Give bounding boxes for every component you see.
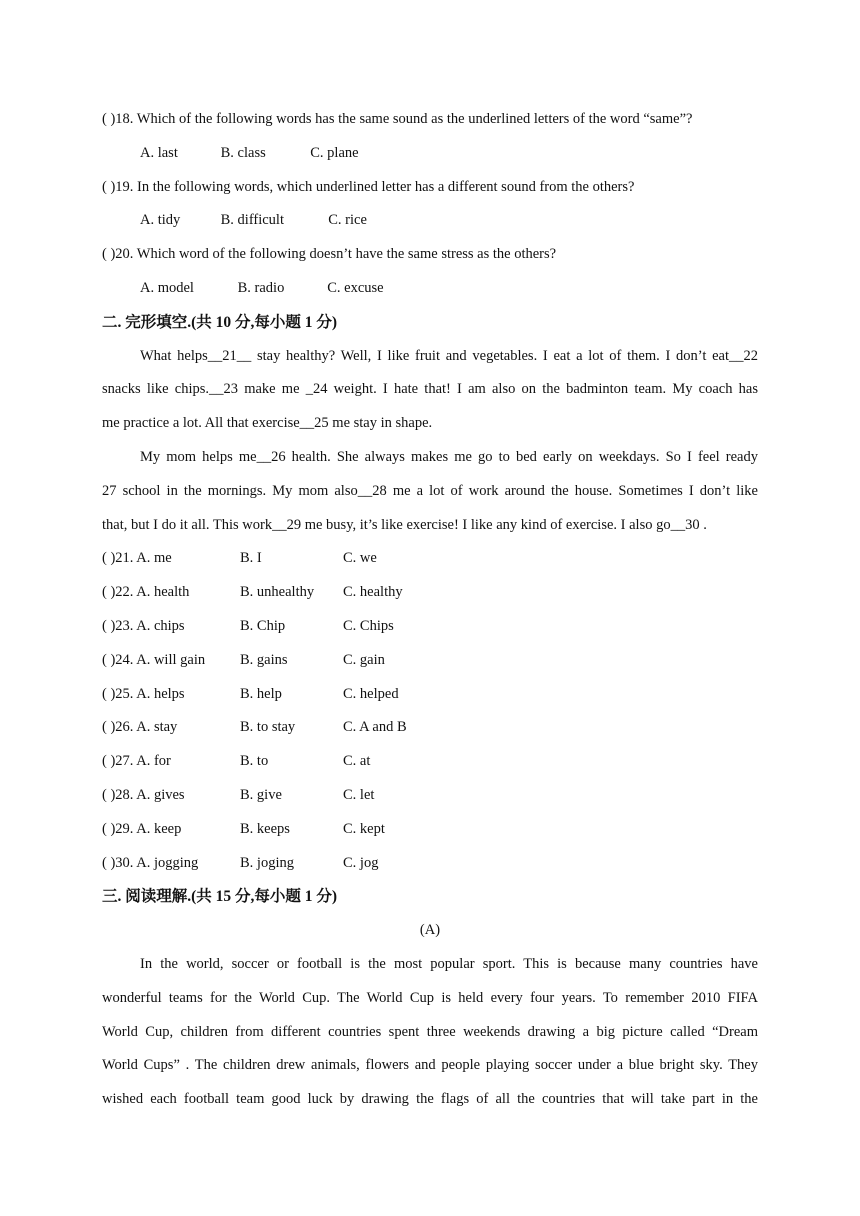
question-18: ( )18. Which of the following words has the same sound as the underlined letters of the word “same”?	[102, 111, 693, 127]
option-a: A. tidy	[140, 212, 181, 229]
item-option-c: C. helped	[343, 685, 399, 702]
question-18-options	[102, 137, 758, 171]
item-option-c: C. Chips	[343, 617, 394, 634]
item-option-b: B. unhealthy	[240, 584, 315, 601]
item-option-c: C. we	[343, 550, 377, 567]
cloze-item	[102, 542, 758, 576]
question-20-options	[102, 272, 758, 306]
item-option-b: B. help	[240, 685, 282, 702]
cloze-passage-line: My mom helps me__26 health. She always makes me go to bed early on weekdays. So I feel ready	[140, 448, 758, 465]
item-option-a: ( )21. A. me	[102, 550, 172, 567]
item-option-a: ( )27. A. for	[102, 753, 171, 770]
item-option-a: ( )23. A. chips	[102, 617, 185, 634]
item-option-c: C. kept	[343, 820, 385, 837]
item-option-c: C. let	[343, 786, 375, 803]
cloze-item	[102, 813, 758, 847]
cloze-item	[102, 745, 758, 779]
reading-passage-line: wished each football team good luck by drawing the flags of all the countries that will take part in the	[102, 1091, 758, 1108]
cloze-item	[102, 644, 758, 678]
cloze-item	[102, 678, 758, 712]
item-option-b: B. to stay	[240, 719, 296, 736]
item-option-b: B. gains	[240, 651, 288, 668]
option-c: C. excuse	[327, 279, 384, 296]
cloze-item	[102, 576, 758, 610]
item-option-a: ( )22. A. health	[102, 584, 190, 601]
cloze-items	[102, 542, 758, 880]
item-option-c: C. at	[343, 753, 371, 770]
item-option-c: C. jog	[343, 854, 379, 871]
section-heading-reading: 三. 阅读理解.(共 15 分,每小题 1 分)	[102, 888, 338, 906]
item-option-c: C. A and B	[343, 719, 407, 736]
item-option-b: B. give	[240, 786, 282, 803]
cloze-passage-line: me practice a lot. All that exercise__25 me stay in shape.	[102, 415, 433, 432]
reading-passage-line: World Cups” . The children drew animals, flowers and people playing soccer under a blue bright sky. They	[102, 1057, 758, 1074]
document-page	[102, 103, 758, 1117]
option-a: A. model	[140, 279, 194, 296]
passage-label: (A)	[419, 922, 441, 939]
option-a: A. last	[140, 144, 178, 161]
option-b: B. class	[220, 144, 266, 161]
item-option-c: C. healthy	[343, 584, 403, 601]
cloze-passage-line: 27 school in the mornings. My mom also__28 me a lot of work around the house. Sometimes I don’t like	[102, 482, 758, 499]
item-option-b: B. joging	[240, 854, 294, 871]
reading-passage-line: In the world, soccer or football is the most popular sport. This is because many countries have	[140, 955, 758, 972]
item-option-b: B. Chip	[240, 617, 286, 634]
question-19-options	[102, 204, 758, 238]
cloze-passage-line: that, but I do it all. This work__29 me busy, it’s like exercise! I like any kind of exercise. I also go__30 .	[102, 516, 707, 533]
item-option-a: ( )30. A. jogging	[102, 854, 199, 871]
item-option-a: ( )25. A. helps	[102, 685, 185, 702]
section-heading-cloze: 二. 完形填空.(共 10 分,每小题 1 分)	[102, 313, 338, 331]
item-option-c: C. gain	[343, 651, 385, 668]
cloze-item	[102, 711, 758, 745]
cloze-item	[102, 610, 758, 644]
cloze-passage-line: snacks like chips.__23 make me _24 weight. I hate that! I am also on the badminton team. My coach has	[102, 381, 758, 398]
item-option-b: B. to	[240, 753, 269, 770]
cloze-item	[102, 847, 758, 881]
option-c: C. rice	[328, 212, 367, 229]
reading-passage-line: wonderful teams for the World Cup. The World Cup is held every four years. To remember 2010 FIFA	[102, 989, 758, 1006]
item-option-a: ( )26. A. stay	[102, 719, 178, 736]
option-c: C. plane	[310, 144, 359, 161]
item-option-b: B. keeps	[240, 820, 290, 837]
question-20: ( )20. Which word of the following doesn’t have the same stress as the others?	[102, 246, 557, 263]
item-option-b: B. I	[240, 550, 262, 567]
cloze-item	[102, 779, 758, 813]
cloze-passage-line: What helps__21__ stay healthy? Well, I like fruit and vegetables. I eat a lot of them. I don’t eat__22	[140, 347, 758, 364]
option-b: B. difficult	[220, 212, 284, 229]
question-19: ( )19. In the following words, which underlined letter has a different sound from the others?	[102, 178, 635, 195]
reading-passage-line: World Cup, children from different countries spent three weekends drawing a big picture called “Dream	[102, 1023, 758, 1040]
item-option-a: ( )24. A. will gain	[102, 651, 206, 668]
item-option-a: ( )28. A. gives	[102, 786, 185, 803]
item-option-a: ( )29. A. keep	[102, 820, 182, 837]
option-b: B. radio	[237, 279, 285, 296]
